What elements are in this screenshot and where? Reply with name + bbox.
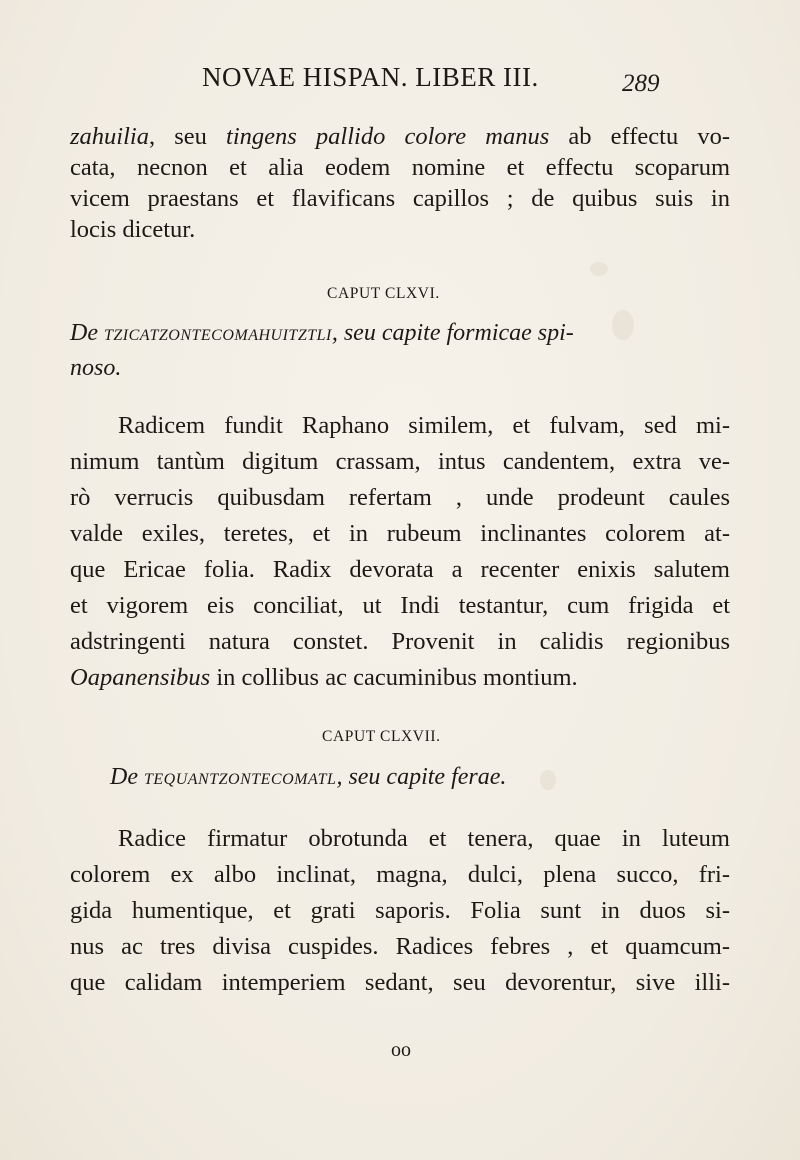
title-rest: , seu capite ferae. — [336, 764, 507, 790]
intro-line-2: cata, necnon et alia eodem nomine et effectu scoparum — [70, 154, 730, 181]
paper-stain — [590, 262, 608, 276]
ch1-line-1: Radicem fundit Raphano similem, et fulvam, sed mi- — [118, 412, 730, 439]
signature-mark: oo — [391, 1039, 411, 1061]
running-header: NOVAE HISPAN. LIBER III. — [202, 62, 539, 92]
intro-line-1 — [70, 122, 730, 152]
ch1-line-4: valde exiles, teretes, et in rubeum inclinantes colorem at- — [70, 520, 730, 547]
text-span: in collibus ac cacuminibus montium. — [210, 664, 578, 691]
ch1-line-7: adstringenti natura constet. Provenit in calidis regionibus — [70, 628, 730, 655]
ch2-line-3: gida humentique, et grati saporis. Folia sunt in duos si- — [70, 897, 730, 924]
ch1-line-6: et vigorem eis conciliat, ut Indi testantur, cum frigida et — [70, 592, 730, 619]
intro-line-4: locis dicetur. — [70, 216, 196, 243]
title-de: De — [70, 320, 104, 346]
place-name-oapanensibus: Oapanensibus — [70, 664, 211, 691]
title-de: De — [110, 764, 144, 790]
text-span: , seu — [148, 123, 227, 150]
page-number: 289 — [622, 70, 660, 97]
ch1-line-5: que Ericae folia. Radix devorata a recenter enixis salutem — [70, 556, 730, 583]
text-span: ab effectu vo- — [549, 123, 730, 150]
title-rest: , seu capite formicae spi- — [331, 320, 574, 346]
plant-name-zahuilia: zahuilia — [70, 123, 149, 150]
ch1-line-2: nimum tantùm digitum crassam, intus candentem, extra ve- — [70, 448, 730, 475]
paper-stain — [612, 310, 634, 340]
title-plant-name: TZICATZONTECOMAHUITZTLI — [103, 327, 332, 344]
ch2-line-1: Radice firmatur obrotunda et tenera, quae in luteum — [118, 825, 730, 852]
italic-phrase: tingens pallido colore manus — [226, 123, 550, 150]
chapter-title-clxvii — [110, 764, 506, 791]
ch2-line-5: que calidam intemperiem sedant, seu devorentur, sive illi- — [70, 969, 730, 996]
ch2-line-2: colorem ex albo inclinat, magna, dulci, plena succo, fri- — [70, 861, 730, 888]
ch1-line-8 — [70, 663, 730, 693]
ch1-line-3: rò verrucis quibusdam refertam , unde prodeunt caules — [70, 484, 730, 511]
paper-stain — [540, 770, 556, 790]
intro-line-3: vicem praestans et flavificans capillos ; de quibus suis in — [70, 185, 730, 212]
ch2-line-4: nus ac tres divisa cuspides. Radices febres , et quamcum- — [70, 933, 730, 960]
chapter-title-clxvi-cont: noso. — [70, 355, 122, 381]
chapter-heading-clxvii: CAPUT CLXVII. — [322, 728, 441, 745]
title-plant-name: TEQUANTZONTECOMATL — [143, 771, 337, 788]
chapter-heading-clxvi: CAPUT CLXVI. — [327, 285, 440, 302]
